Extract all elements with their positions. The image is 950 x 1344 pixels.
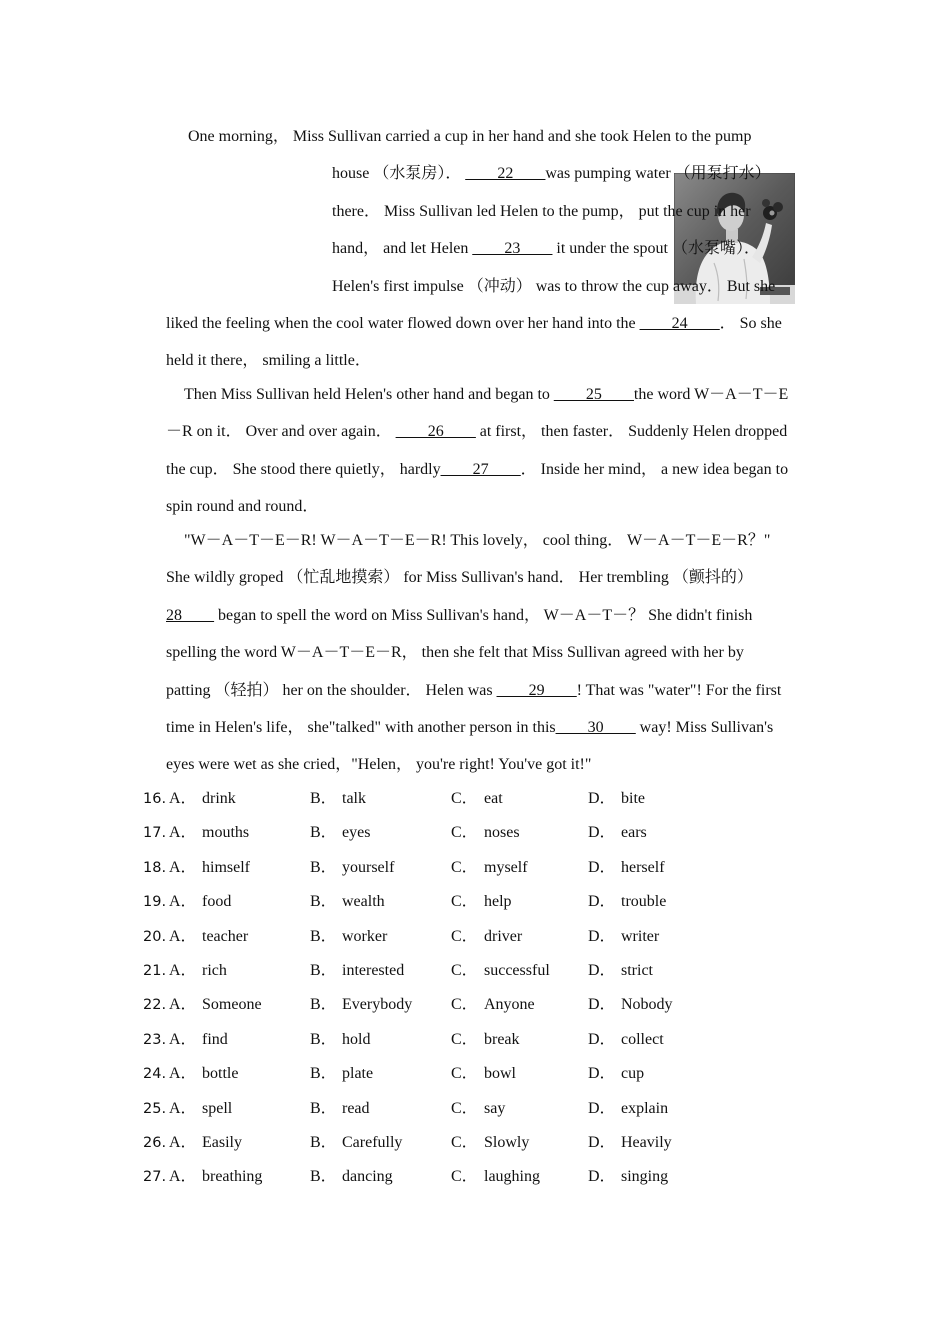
blank-24: ____24____ [639,315,720,332]
text-line [166,413,806,450]
option-d-text: singing [621,1168,669,1186]
option-d-text: trouble [621,893,667,911]
option-b-label: B． [310,1099,337,1117]
text-line: "W－A－T－E－R! W－A－T－E－R! This lovely， cool thing． W－A－T－E－R？" [184,532,771,549]
question-row [143,885,823,919]
blank-26: ____26____ [395,423,476,441]
option-c-label: C． [451,927,478,945]
option-a-label: A． [169,1133,197,1151]
text-line [166,597,806,634]
option-d-label: D． [588,996,616,1014]
option-a-text: food [202,893,232,911]
text-line [166,305,806,342]
option-c-label: C． [451,1030,478,1048]
text-segment: was pumping water （用泵打水） [545,165,771,183]
option-a-label: A． [169,893,197,911]
option-c-text: Slowly [484,1133,530,1151]
text-segment: house （水泵房）． [332,165,466,183]
option-a-label: A． [169,1065,197,1083]
option-d-label: D． [588,1133,616,1151]
question-row [143,1023,823,1057]
question-row [143,1126,823,1160]
question-number: 26. [143,1134,167,1151]
option-c-label: C． [451,1168,478,1186]
option-d-text: strict [621,961,653,979]
question-row [143,851,823,885]
option-c-label: C． [451,961,478,979]
option-d-text: collect [621,1030,664,1048]
text-segment: Then Miss Sullivan held Helen's other hand and began to [184,386,554,403]
option-a-text: teacher [202,927,249,945]
option-c-text: eat [484,790,503,807]
option-c-text: noses [484,824,520,842]
passage-paragraph-3 [166,522,806,784]
text-segment: ． So she [719,315,782,332]
option-d-text: Nobody [621,996,673,1014]
blank-30: ____30____ [555,719,636,737]
text-line: spin round and round． [166,498,319,516]
text-line: She wildly groped （忙乱地摸索） for Miss Sullivan's hand． Her trembling （颤抖的） [166,569,753,587]
question-row [143,1057,823,1091]
question-number: 18. [143,859,167,876]
option-c-text: laughing [484,1168,540,1186]
text-line [166,672,806,709]
option-a-text: bottle [202,1065,239,1083]
option-c-label: C． [451,824,478,842]
option-c-text: driver [484,927,523,945]
option-a-label: A． [169,927,197,945]
option-c-text: say [484,1099,506,1117]
option-a-label: A． [169,790,197,807]
option-b-label: B． [310,824,337,842]
question-number: 19. [143,894,167,911]
question-row [143,920,823,954]
option-b-label: B． [310,996,337,1014]
option-c-text: successful [484,961,550,979]
option-b-text: plate [342,1065,374,1083]
option-a-text: Easily [202,1133,242,1151]
text-segment: patting （轻拍） her on the shoulder． Helen was [166,681,497,699]
option-a-label: A． [169,996,197,1014]
option-a-text: drink [202,790,236,807]
question-number: 22. [143,997,167,1014]
option-b-text: hold [342,1030,371,1048]
blank-25: ____25____ [553,386,634,403]
blank-23: ____23____ [472,240,553,258]
option-a-label: A． [169,858,197,876]
option-a-text: rich [202,961,227,979]
text-segment: －R on it． Over and over again． [166,423,396,441]
option-b-text: dancing [342,1168,393,1186]
blank-28: 28____ [166,606,214,624]
question-row [143,816,823,850]
question-row [143,954,823,988]
text-segment: liked the feeling when the cool water flowed down over her hand into the [166,315,640,332]
text-segment: the cup． She stood there quietly， hardly [166,460,441,478]
option-d-text: writer [621,927,660,945]
option-b-label: B． [310,927,337,945]
text-line [166,376,806,413]
option-d-label: D． [588,1030,616,1048]
option-d-text: bite [621,790,645,807]
text-segment: it under the spout （水泵嘴）． [552,240,760,258]
option-d-text: cup [621,1065,645,1083]
option-b-label: B． [310,961,337,979]
blank-27: ____27____ [440,460,521,478]
option-d-label: D． [588,790,616,807]
option-a-text: mouths [202,824,250,842]
option-b-label: B． [310,858,337,876]
option-c-label: C． [451,858,478,876]
option-b-text: read [342,1099,370,1117]
question-number: 20. [143,928,167,945]
question-number: 24. [143,1066,167,1083]
option-d-text: ears [621,824,647,842]
blank-29: ____29____ [496,681,577,699]
question-options-list [143,782,823,1195]
question-row [143,1160,823,1194]
option-c-label: C． [451,1133,478,1151]
text-line: One morning， Miss Sullivan carried a cup in her hand and she took Helen to the pump [188,128,752,145]
option-c-label: C． [451,1065,478,1083]
question-number: 17. [143,825,167,842]
option-c-text: break [484,1030,520,1048]
option-c-label: C． [451,790,478,807]
question-row [143,782,823,816]
option-a-text: spell [202,1099,233,1117]
option-a-text: Someone [202,996,262,1014]
option-c-label: C． [451,893,478,911]
option-b-label: B． [310,1133,337,1151]
option-a-text: himself [202,858,250,876]
option-d-text: Heavily [621,1133,672,1151]
option-a-text: find [202,1030,228,1048]
option-a-label: A． [169,824,197,842]
option-a-label: A． [169,1030,197,1048]
option-d-label: D． [588,858,616,876]
option-c-label: C． [451,996,478,1014]
passage-paragraph-2 [166,376,806,526]
option-b-text: Everybody [342,996,413,1014]
option-b-label: B． [310,1065,337,1083]
text-segment: hand， and let Helen [332,240,473,258]
text-segment: way! Miss Sullivan's [635,719,774,737]
option-b-text: yourself [342,858,395,876]
option-c-label: C． [451,1099,478,1117]
option-b-text: wealth [342,893,385,911]
question-row [143,1092,823,1126]
option-d-text: explain [621,1099,669,1117]
option-c-text: help [484,893,512,911]
text-line [332,155,823,192]
text-line: Helen's first impulse （冲动） was to throw the cup away． But she [332,277,776,295]
option-d-text: herself [621,858,665,876]
question-number: 27. [143,1169,167,1186]
option-b-label: B． [310,1168,337,1186]
option-d-label: D． [588,1099,616,1117]
option-b-label: B． [310,790,337,807]
text-segment: time in Helen's life， she"talked" with another person in this [166,719,556,737]
question-number: 23. [143,1031,167,1048]
option-c-text: Anyone [484,996,535,1014]
text-line: there． Miss Sullivan led Helen to the pump， put the cup in her [332,202,751,220]
option-c-text: myself [484,858,528,876]
text-line: spelling the word W－A－T－E－R， then she felt that Miss Sullivan agreed with her by [166,644,744,662]
blank-22: ____22____ [465,165,546,183]
text-segment: ! That was "water"! For the first [576,681,782,699]
text-segment: began to spell the word on Miss Sullivan's hand， W－A－T－？ She didn't finish [214,606,753,624]
text-segment: the word W－A－T－E [633,386,789,403]
question-number: 21. [143,962,167,979]
option-b-label: B． [310,893,337,911]
option-b-label: B． [310,1030,337,1048]
passage-paragraph-1 [166,118,806,370]
option-b-text: talk [342,790,366,807]
question-row [143,988,823,1022]
option-b-text: eyes [342,824,371,842]
text-line: held it there， smiling a little． [166,352,371,370]
option-d-label: D． [588,1065,616,1083]
option-d-label: D． [588,1168,616,1186]
option-d-label: D． [588,927,616,945]
text-segment: at first， then faster． Suddenly Helen dropped [475,423,788,441]
option-a-text: breathing [202,1168,263,1186]
option-b-text: interested [342,961,405,979]
option-d-label: D． [588,961,616,979]
option-c-text: bowl [484,1065,516,1083]
text-segment: ． Inside her mind， a new idea began to [520,460,789,478]
option-a-label: A． [169,1168,197,1186]
option-a-label: A． [169,961,197,979]
question-number: 25. [143,1100,167,1117]
option-d-label: D． [588,824,616,842]
text-line [166,709,806,746]
text-line: eyes were wet as she cried，"Helen， you're right! You've got it!" [166,756,592,774]
option-b-text: worker [342,927,388,945]
option-d-label: D． [588,893,616,911]
text-line [332,230,823,267]
option-b-text: Carefully [342,1133,403,1151]
text-line [166,451,806,488]
question-number: 16. [143,791,167,807]
option-a-label: A． [169,1099,197,1117]
